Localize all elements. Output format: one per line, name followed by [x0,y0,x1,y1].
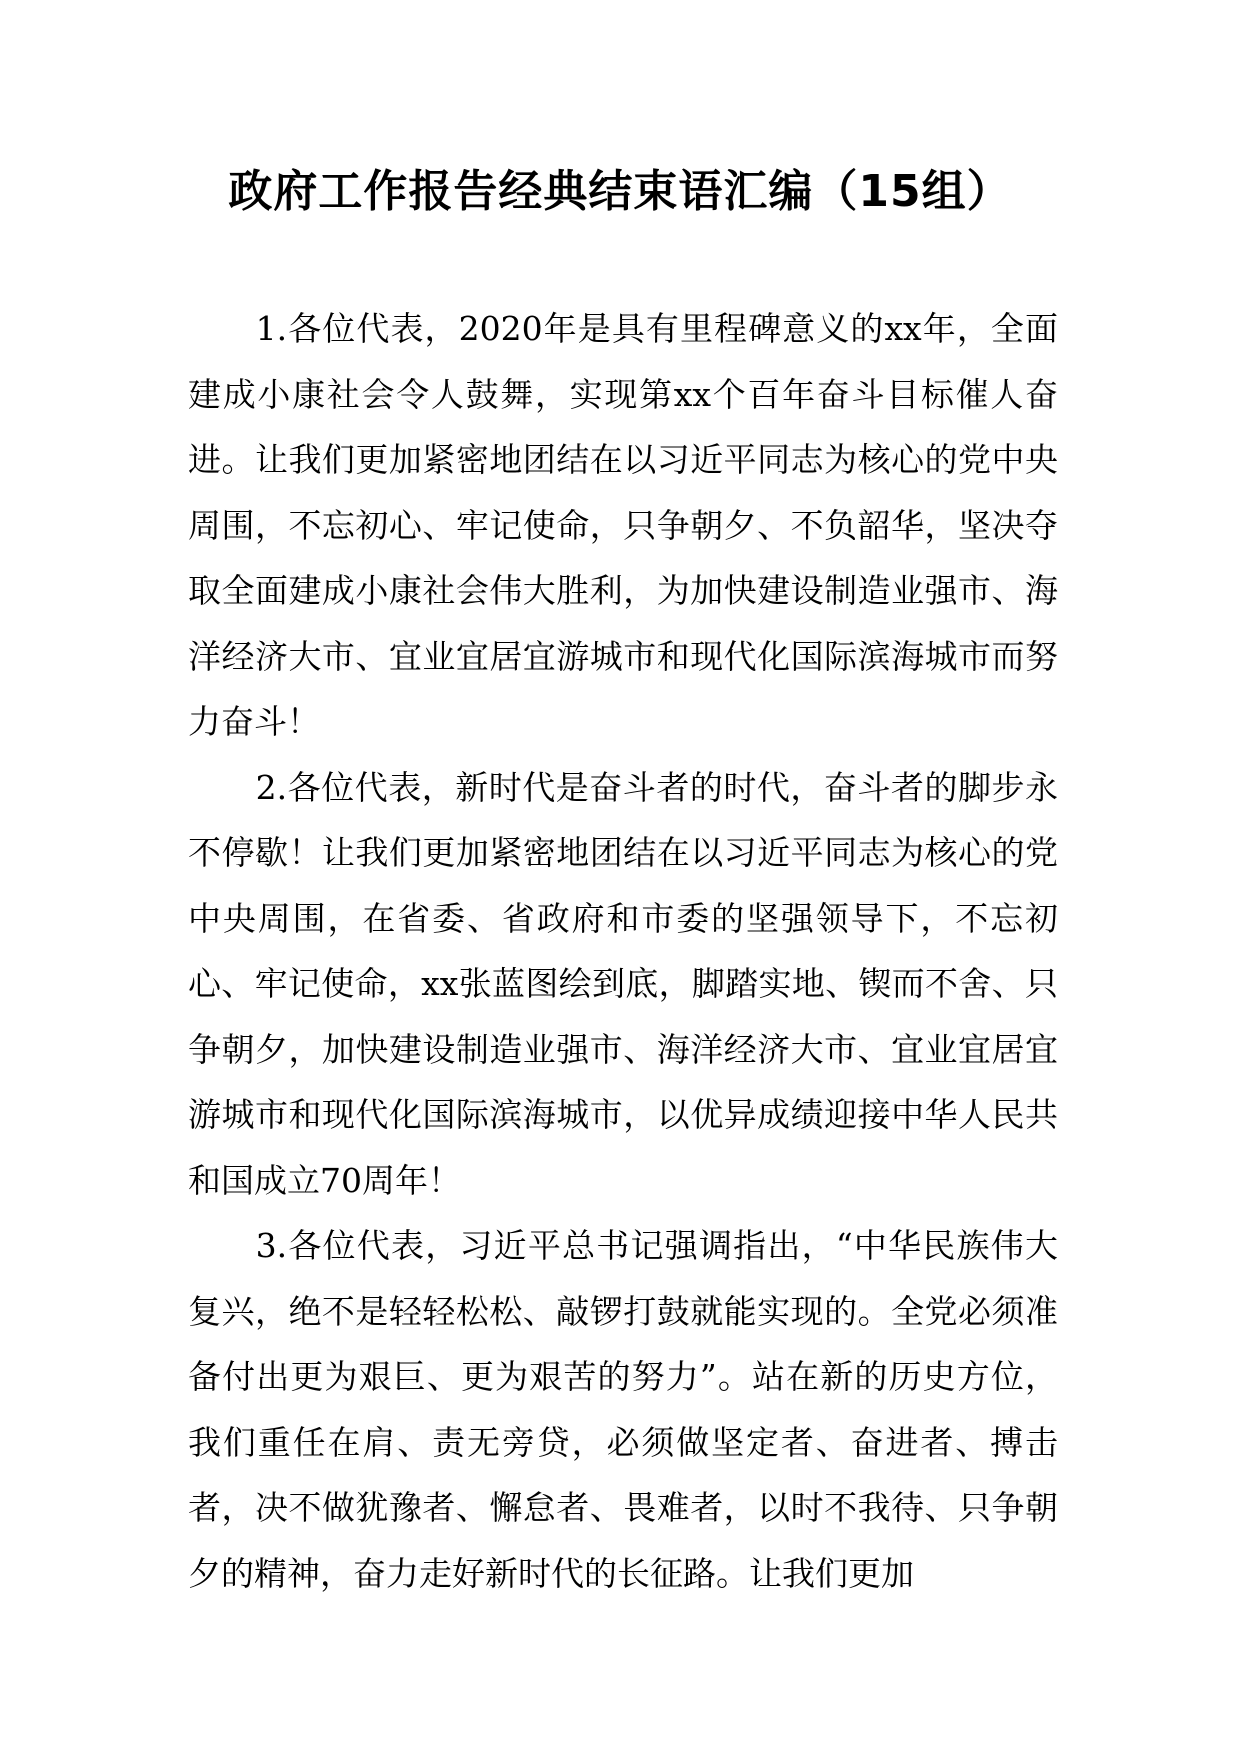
document-body [188,296,1058,1606]
paragraph-2: 2.各位代表，新时代是奋斗者的时代，奋斗者的脚步永不停歇！让我们更加紧密地团结在以习近平同志为核心的党中央周围，在省委、省政府和市委的坚强领导下，不忘初心、牢记使命，xx张蓝图绘到底，脚踏实地、锲而不舍、只争朝夕，加快建设制造业强市、海洋经济大市、宜业宜居宜游城市和现代化国际滨海城市，以优异成绩迎接中华人民共和国成立70周年！ [188,767,1058,1200]
document-title: 政府工作报告经典结束语汇编（15组） [228,166,1012,217]
paragraph-1: 1.各位代表，2020年是具有里程碑意义的xx年，全面建成小康社会令人鼓舞，实现第xx个百年奋斗目标催人奋进。让我们更加紧密地团结在以习近平同志为核心的党中央周围，不忘初心、牢记使命，只争朝夕、不负韶华，坚决夺取全面建成小康社会伟大胜利，为加快建设制造业强市、海洋经济大市、宜业宜居宜游城市和现代化国际滨海城市而努力奋斗！ [188,309,1058,741]
paragraph-3: 3.各位代表，习近平总书记强调指出，“中华民族伟大复兴，绝不是轻轻松松、敲锣打鼓就能实现的。全党必须准备付出更为艰巨、更为艰苦的努力”。站在新的历史方位，我们重任在肩、责无旁贷，必须做坚定者、奋进者、搏击者，决不做犹豫者、懈怠者、畏难者，以时不我待、只争朝夕的精神，奋力走好新时代的长征路。让我们更加 [188,1226,1058,1593]
